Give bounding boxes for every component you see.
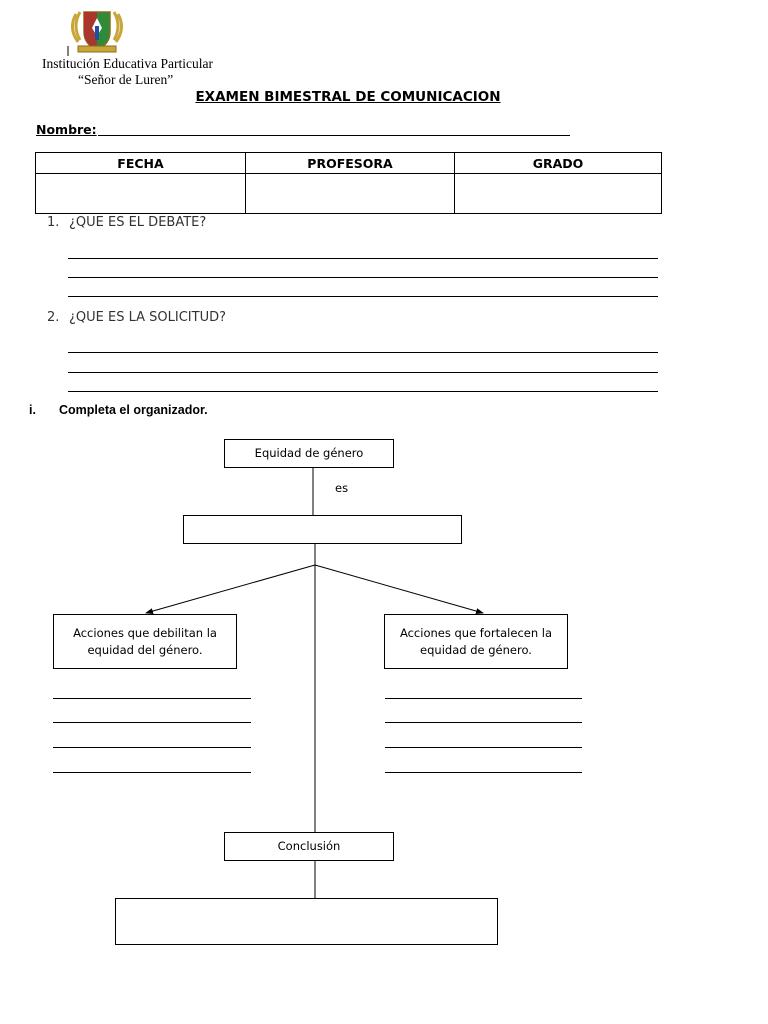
question-2-text: ¿QUE ES LA SOLICITUD?: [69, 310, 226, 325]
question-1-text: ¿QUE ES EL DEBATE?: [69, 215, 207, 230]
conclusion-answer-box[interactable]: [115, 898, 498, 945]
exam-title: EXAMEN BIMESTRAL DE COMUNICACION: [195, 89, 501, 105]
question-2-number: 2.: [47, 310, 60, 325]
left-answer-line[interactable]: [53, 722, 251, 723]
arrow-right: [315, 565, 483, 613]
school-motto: “Señor de Luren”: [78, 72, 174, 87]
left-actions-box: Acciones que debilitan la equidad del género.: [53, 614, 237, 669]
column-header-fecha: FECHA: [36, 153, 246, 174]
arrow-left: [146, 565, 315, 613]
right-actions-box: Acciones que fortalecen la equidad de género.: [384, 614, 568, 669]
organizer-title-text: Completa el organizador.: [59, 403, 208, 417]
left-answer-line[interactable]: [53, 698, 251, 699]
conclusion-box: Conclusión: [224, 832, 394, 861]
column-header-grado: GRADO: [455, 153, 662, 174]
left-answer-line[interactable]: [53, 772, 251, 773]
right-answer-line[interactable]: [385, 772, 582, 773]
right-answer-line[interactable]: [385, 722, 582, 723]
connector-label: es: [335, 481, 349, 495]
definition-answer-box[interactable]: [183, 515, 462, 544]
left-answer-line[interactable]: [53, 747, 251, 748]
column-header-profesora: PROFESORA: [246, 153, 455, 174]
section-roman-numeral: i.: [29, 403, 36, 417]
right-answer-line[interactable]: [385, 698, 582, 699]
top-concept-box: Equidad de género: [224, 439, 394, 468]
name-label: Nombre:: [36, 122, 97, 137]
question-1-number: 1.: [47, 215, 60, 230]
right-answer-line[interactable]: [385, 747, 582, 748]
school-name: Institución Educativa Particular: [42, 56, 213, 71]
